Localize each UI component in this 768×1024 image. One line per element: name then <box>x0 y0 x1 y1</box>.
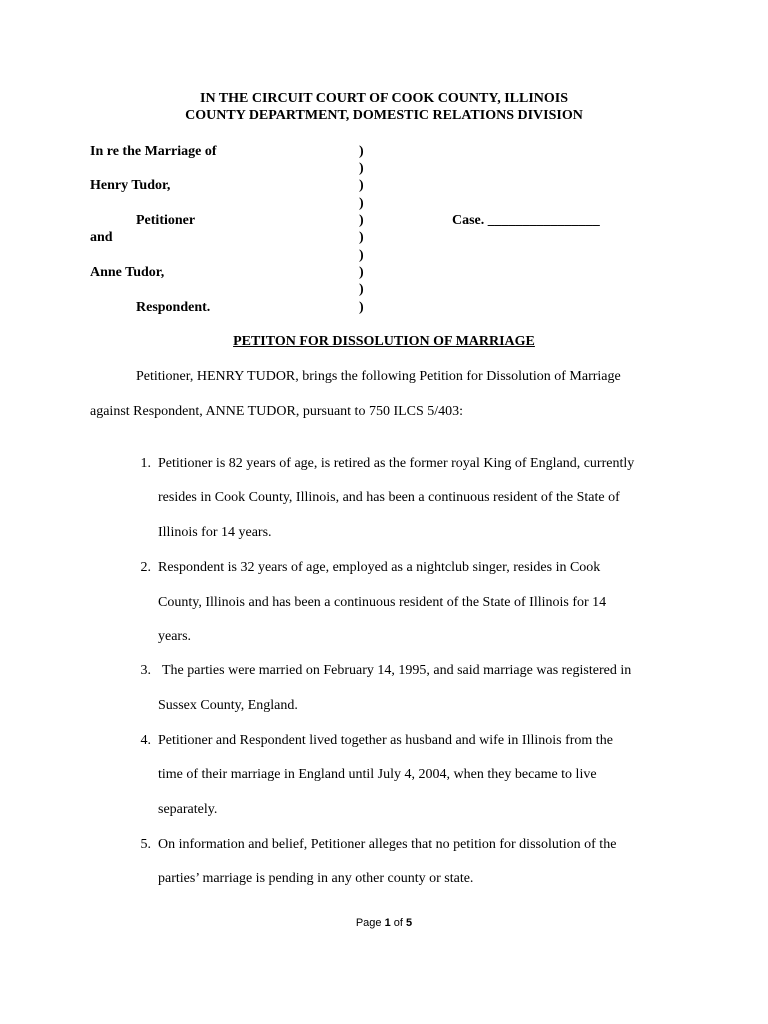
caption-paren: ) <box>359 144 364 159</box>
list-item-line: Illinois for 14 years. <box>158 525 272 540</box>
caption-paren: ) <box>359 178 364 193</box>
petition-title: PETITON FOR DISSOLUTION OF MARRIAGE <box>233 334 535 349</box>
page-footer <box>0 917 768 929</box>
caption-paren: ) <box>359 248 364 263</box>
list-item-line: The parties were married on February 14, 1995, and said marriage was registered in <box>162 663 632 678</box>
list-item-number: 4. <box>140 733 151 748</box>
caption-paren: ) <box>359 282 364 297</box>
list-item-line: Petitioner is 82 years of age, is retired as the former royal King of England, currently <box>158 456 635 471</box>
case-number-field: Case. ________________ <box>452 213 600 228</box>
list-item-line: resides in Cook County, Illinois, and has been a continuous resident of the State of <box>158 490 620 505</box>
caption-respondent-name: Anne Tudor, <box>90 265 165 280</box>
list-item-number: 3. <box>140 663 151 678</box>
list-item-line: time of their marriage in England until July 4, 2004, when they became to live <box>158 767 597 782</box>
list-item-line: Sussex County, England. <box>158 698 298 713</box>
caption-respondent-role: Respondent. <box>136 300 211 315</box>
footer-page-word: Page <box>355 917 382 929</box>
intro-line: against Respondent, ANNE TUDOR, pursuant to 750 ILCS 5/403: <box>90 404 464 419</box>
list-item-number: 5. <box>140 837 151 852</box>
caption-paren: ) <box>359 300 364 315</box>
footer-of-word: of <box>393 917 403 929</box>
footer-page-number: 1 <box>384 917 391 929</box>
list-item-line: Petitioner and Respondent lived together as husband and wife in Illinois from the <box>158 733 613 748</box>
footer-page-total: 5 <box>406 917 413 929</box>
caption-paren: ) <box>359 213 364 228</box>
court-division: COUNTY DEPARTMENT, DOMESTIC RELATIONS DIVISION <box>185 108 583 123</box>
caption-paren: ) <box>359 196 364 211</box>
list-item-line: County, Illinois and has been a continuous resident of the State of Illinois for 14 <box>158 595 607 610</box>
list-item-line: parties’ marriage is pending in any other county or state. <box>158 871 474 886</box>
list-item-line: years. <box>158 629 192 644</box>
list-item-number: 2. <box>140 560 151 575</box>
caption-and: and <box>90 230 113 245</box>
list-item-line: Respondent is 32 years of age, employed as a nightclub singer, resides in Cook <box>158 560 601 575</box>
caption-in-re: In re the Marriage of <box>90 144 217 159</box>
list-item-line: On information and belief, Petitioner alleges that no petition for dissolution of the <box>158 837 617 852</box>
court-name: IN THE CIRCUIT COURT OF COOK COUNTY, ILLINOIS <box>200 91 568 106</box>
caption-paren: ) <box>359 161 364 176</box>
intro-line: Petitioner, HENRY TUDOR, brings the following Petition for Dissolution of Marriage <box>136 369 621 384</box>
caption-petitioner-role: Petitioner <box>136 213 196 228</box>
list-item-number: 1. <box>140 456 151 471</box>
caption-paren: ) <box>359 230 364 245</box>
list-item-line: separately. <box>158 802 218 817</box>
caption-paren: ) <box>359 265 364 280</box>
caption-petitioner-name: Henry Tudor, <box>90 178 171 193</box>
